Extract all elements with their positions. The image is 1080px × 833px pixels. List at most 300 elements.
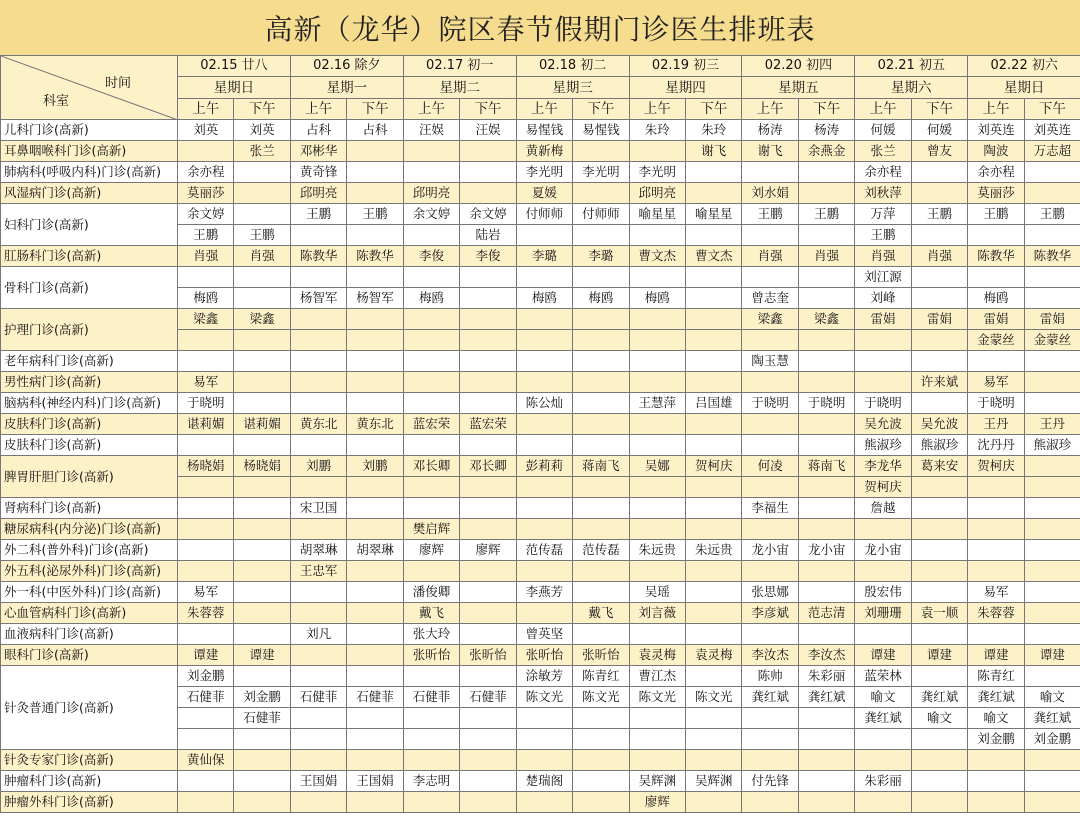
weekday-header-cell: 星期六 — [855, 77, 968, 99]
doctor-cell: 何媛 — [855, 120, 911, 141]
doctor-cell — [290, 792, 346, 813]
doctor-cell — [1024, 456, 1080, 477]
doctor-cell: 曾友 — [911, 141, 967, 162]
doctor-cell: 刘英 — [234, 120, 290, 141]
doctor-cell — [516, 729, 572, 750]
doctor-cell — [403, 393, 459, 414]
doctor-cell — [742, 372, 798, 393]
doctor-cell — [686, 309, 742, 330]
doctor-cell — [855, 561, 911, 582]
doctor-cell: 朱蓉蓉 — [968, 603, 1024, 624]
doctor-cell: 杨晓娟 — [234, 456, 290, 477]
doctor-cell — [516, 477, 572, 498]
doctor-cell — [573, 561, 629, 582]
doctor-cell — [234, 393, 290, 414]
doctor-cell — [178, 540, 234, 561]
doctor-cell: 易军 — [178, 372, 234, 393]
doctor-cell: 王丹 — [1024, 414, 1080, 435]
pm-header-cell: 下午 — [573, 99, 629, 120]
doctor-cell — [573, 225, 629, 246]
doctor-cell — [516, 351, 572, 372]
doctor-cell — [1024, 498, 1080, 519]
doctor-cell — [347, 708, 403, 729]
doctor-cell — [234, 288, 290, 309]
doctor-cell — [403, 267, 459, 288]
pm-header-cell: 下午 — [911, 99, 967, 120]
doctor-cell: 付师师 — [516, 204, 572, 225]
doctor-cell: 喻文 — [1024, 687, 1080, 708]
doctor-cell — [629, 372, 685, 393]
table-row — [1, 267, 1080, 288]
doctor-cell: 陈帅 — [742, 666, 798, 687]
doctor-cell — [516, 519, 572, 540]
doctor-cell — [234, 435, 290, 456]
doctor-cell — [1024, 183, 1080, 204]
doctor-cell — [347, 183, 403, 204]
doctor-cell — [347, 477, 403, 498]
doctor-cell — [686, 414, 742, 435]
doctor-cell — [573, 729, 629, 750]
doctor-cell: 谢飞 — [686, 141, 742, 162]
date-header-cell: 02.22 初六 — [968, 56, 1080, 77]
doctor-cell — [686, 225, 742, 246]
doctor-cell — [686, 498, 742, 519]
doctor-cell: 吴辉渊 — [629, 771, 685, 792]
doctor-cell — [686, 624, 742, 645]
doctor-cell: 朱远贵 — [686, 540, 742, 561]
doctor-cell: 喻文 — [968, 708, 1024, 729]
doctor-cell — [573, 330, 629, 351]
doctor-cell — [911, 225, 967, 246]
doctor-cell — [573, 519, 629, 540]
pm-header-cell: 下午 — [460, 99, 516, 120]
doctor-cell — [403, 330, 459, 351]
doctor-cell — [290, 435, 346, 456]
table-row — [1, 120, 1080, 141]
doctor-cell: 陈公灿 — [516, 393, 572, 414]
doctor-cell — [347, 645, 403, 666]
doctor-cell — [911, 666, 967, 687]
doctor-cell: 陈青红 — [968, 666, 1024, 687]
doctor-cell: 龚红斌 — [1024, 708, 1080, 729]
doctor-cell: 于晓明 — [855, 393, 911, 414]
doctor-cell — [629, 141, 685, 162]
table-row — [1, 204, 1080, 225]
doctor-cell: 莫丽莎 — [178, 183, 234, 204]
doctor-cell — [403, 477, 459, 498]
doctor-cell: 詹越 — [855, 498, 911, 519]
doctor-cell: 龚红斌 — [798, 687, 854, 708]
doctor-cell: 李璐 — [573, 246, 629, 267]
doctor-cell: 蓝宏荣 — [403, 414, 459, 435]
weekday-header-cell: 星期一 — [290, 77, 403, 99]
doctor-cell: 廖辉 — [403, 540, 459, 561]
doctor-cell: 何凌 — [742, 456, 798, 477]
doctor-cell: 李志明 — [403, 771, 459, 792]
doctor-cell — [460, 603, 516, 624]
doctor-cell — [686, 267, 742, 288]
doctor-cell — [234, 771, 290, 792]
doctor-cell — [911, 393, 967, 414]
doctor-cell: 刘英连 — [968, 120, 1024, 141]
doctor-cell: 龙小宙 — [855, 540, 911, 561]
doctor-cell: 易惺钱 — [573, 120, 629, 141]
doctor-cell: 朱远贵 — [629, 540, 685, 561]
table-row — [1, 183, 1080, 204]
doctor-cell: 陈青红 — [573, 666, 629, 687]
doctor-cell: 谭建 — [234, 645, 290, 666]
doctor-cell — [686, 372, 742, 393]
doctor-cell: 邓长卿 — [460, 456, 516, 477]
doctor-cell — [686, 183, 742, 204]
doctor-cell: 万萍 — [855, 204, 911, 225]
doctor-cell — [234, 792, 290, 813]
doctor-cell: 梅鸥 — [968, 288, 1024, 309]
doctor-cell — [573, 414, 629, 435]
doctor-cell — [234, 603, 290, 624]
doctor-cell — [968, 267, 1024, 288]
doctor-cell — [178, 351, 234, 372]
doctor-cell — [234, 729, 290, 750]
doctor-cell — [629, 624, 685, 645]
doctor-cell — [573, 498, 629, 519]
doctor-cell — [1024, 372, 1080, 393]
doctor-cell — [798, 162, 854, 183]
am-header-cell: 上午 — [516, 99, 572, 120]
table-row — [1, 540, 1080, 561]
doctor-cell: 肖强 — [798, 246, 854, 267]
table-row — [1, 246, 1080, 267]
table-row — [1, 309, 1080, 330]
doctor-cell: 邓彬华 — [290, 141, 346, 162]
doctor-cell: 余亦程 — [968, 162, 1024, 183]
doctor-cell — [290, 351, 346, 372]
doctor-cell: 龚红斌 — [742, 687, 798, 708]
doctor-cell: 龙小宙 — [798, 540, 854, 561]
department-name-cell: 外五科(泌尿外科)门诊(高新) — [1, 561, 178, 582]
doctor-cell — [460, 393, 516, 414]
doctor-cell — [573, 393, 629, 414]
doctor-cell: 刘峰 — [855, 288, 911, 309]
doctor-cell — [290, 666, 346, 687]
doctor-cell — [347, 330, 403, 351]
weekday-header-cell: 星期日 — [178, 77, 291, 99]
doctor-cell — [686, 330, 742, 351]
doctor-cell — [798, 225, 854, 246]
doctor-cell: 李俊 — [460, 246, 516, 267]
doctor-cell — [742, 519, 798, 540]
doctor-cell — [686, 582, 742, 603]
doctor-cell: 谢飞 — [742, 141, 798, 162]
pm-header-cell: 下午 — [234, 99, 290, 120]
doctor-cell: 肖强 — [234, 246, 290, 267]
doctor-cell — [798, 498, 854, 519]
doctor-cell: 朱彩丽 — [855, 771, 911, 792]
doctor-cell: 龚红斌 — [855, 708, 911, 729]
corner-header-cell — [1, 56, 178, 120]
doctor-cell — [234, 351, 290, 372]
doctor-cell — [911, 330, 967, 351]
doctor-cell — [460, 498, 516, 519]
doctor-cell — [1024, 540, 1080, 561]
doctor-cell — [911, 183, 967, 204]
doctor-cell: 李光明 — [573, 162, 629, 183]
doctor-cell: 刘金鹏 — [178, 666, 234, 687]
doctor-cell: 余亦程 — [855, 162, 911, 183]
date-header-cell: 02.19 初三 — [629, 56, 742, 77]
schedule-header — [1, 56, 1080, 120]
doctor-cell — [573, 771, 629, 792]
pm-header-cell: 下午 — [347, 99, 403, 120]
doctor-cell: 袁灵梅 — [686, 645, 742, 666]
doctor-cell — [516, 435, 572, 456]
date-header-cell: 02.17 初一 — [403, 56, 516, 77]
doctor-cell — [798, 330, 854, 351]
doctor-cell — [742, 729, 798, 750]
doctor-cell — [968, 498, 1024, 519]
doctor-cell — [403, 792, 459, 813]
doctor-cell: 杨涛 — [798, 120, 854, 141]
doctor-cell — [178, 624, 234, 645]
doctor-cell — [234, 582, 290, 603]
doctor-cell — [629, 477, 685, 498]
doctor-cell — [290, 582, 346, 603]
department-name-cell: 儿科门诊(高新) — [1, 120, 178, 141]
doctor-cell — [742, 435, 798, 456]
doctor-cell: 楚瑞阁 — [516, 771, 572, 792]
doctor-cell — [1024, 477, 1080, 498]
doctor-cell — [516, 309, 572, 330]
doctor-cell — [742, 225, 798, 246]
doctor-cell — [460, 666, 516, 687]
doctor-cell — [629, 561, 685, 582]
doctor-cell: 廖辉 — [629, 792, 685, 813]
doctor-cell — [1024, 351, 1080, 372]
doctor-cell — [686, 792, 742, 813]
doctor-cell: 石健菲 — [178, 687, 234, 708]
pm-header-cell: 下午 — [686, 99, 742, 120]
doctor-cell: 雷娟 — [911, 309, 967, 330]
department-name-cell: 外二科(普外科)门诊(高新) — [1, 540, 178, 561]
doctor-cell — [290, 267, 346, 288]
doctor-cell: 王鹏 — [798, 204, 854, 225]
doctor-cell: 金蒙丝 — [968, 330, 1024, 351]
doctor-cell: 范传磊 — [573, 540, 629, 561]
doctor-cell: 贺柯庆 — [968, 456, 1024, 477]
table-row — [1, 519, 1080, 540]
doctor-cell — [573, 351, 629, 372]
doctor-cell: 李汝杰 — [798, 645, 854, 666]
corner-time-label: 时间 — [104, 76, 131, 91]
doctor-cell — [629, 750, 685, 771]
doctor-cell: 雷娟 — [855, 309, 911, 330]
doctor-cell: 王国娟 — [347, 771, 403, 792]
doctor-cell — [686, 477, 742, 498]
date-header-cell: 02.15 廿八 — [178, 56, 291, 77]
doctor-cell: 刘珊珊 — [855, 603, 911, 624]
doctor-cell: 曹文杰 — [629, 246, 685, 267]
doctor-cell — [516, 225, 572, 246]
doctor-cell — [178, 561, 234, 582]
doctor-cell — [234, 624, 290, 645]
doctor-cell — [855, 351, 911, 372]
doctor-cell — [516, 267, 572, 288]
doctor-cell — [629, 351, 685, 372]
doctor-cell — [629, 330, 685, 351]
doctor-cell: 张昕怡 — [403, 645, 459, 666]
doctor-cell — [968, 750, 1024, 771]
date-row — [1, 56, 1080, 77]
doctor-cell — [234, 162, 290, 183]
doctor-cell: 蒋南飞 — [573, 456, 629, 477]
doctor-cell — [798, 372, 854, 393]
doctor-cell: 张昕怡 — [460, 645, 516, 666]
doctor-cell — [686, 666, 742, 687]
doctor-cell — [347, 393, 403, 414]
doctor-cell — [290, 603, 346, 624]
doctor-cell: 刘金鹏 — [968, 729, 1024, 750]
doctor-cell: 黄奇锋 — [290, 162, 346, 183]
doctor-cell: 范志清 — [798, 603, 854, 624]
doctor-cell — [1024, 771, 1080, 792]
doctor-cell: 彭莉莉 — [516, 456, 572, 477]
doctor-cell — [911, 498, 967, 519]
table-row — [1, 750, 1080, 771]
doctor-cell: 殷宏伟 — [855, 582, 911, 603]
doctor-cell: 曾志奎 — [742, 288, 798, 309]
doctor-cell — [178, 267, 234, 288]
doctor-cell: 陈文光 — [516, 687, 572, 708]
doctor-cell — [403, 141, 459, 162]
doctor-cell — [1024, 288, 1080, 309]
table-row — [1, 666, 1080, 687]
doctor-cell — [347, 519, 403, 540]
doctor-cell — [686, 750, 742, 771]
doctor-cell — [178, 498, 234, 519]
doctor-cell — [460, 708, 516, 729]
am-header-cell: 上午 — [968, 99, 1024, 120]
doctor-cell: 占科 — [347, 120, 403, 141]
doctor-cell — [629, 267, 685, 288]
doctor-cell — [798, 435, 854, 456]
department-name-cell: 皮肤科门诊(高新) — [1, 435, 178, 456]
doctor-cell — [347, 162, 403, 183]
doctor-cell: 吴娜 — [629, 456, 685, 477]
doctor-cell — [968, 351, 1024, 372]
doctor-cell — [968, 561, 1024, 582]
doctor-cell — [460, 162, 516, 183]
doctor-cell — [911, 750, 967, 771]
department-name-cell: 血液病科门诊(高新) — [1, 624, 178, 645]
doctor-cell — [573, 141, 629, 162]
doctor-cell: 喻星星 — [629, 204, 685, 225]
doctor-cell — [911, 624, 967, 645]
doctor-cell — [798, 477, 854, 498]
doctor-cell: 梁鑫 — [178, 309, 234, 330]
doctor-cell: 许来斌 — [911, 372, 967, 393]
doctor-cell — [516, 372, 572, 393]
doctor-cell — [855, 729, 911, 750]
doctor-cell — [403, 351, 459, 372]
doctor-cell — [460, 288, 516, 309]
doctor-cell — [347, 309, 403, 330]
doctor-cell: 万志超 — [1024, 141, 1080, 162]
doctor-cell — [686, 729, 742, 750]
doctor-cell: 张昕怡 — [573, 645, 629, 666]
doctor-cell — [686, 351, 742, 372]
department-name-cell: 耳鼻咽喉科门诊(高新) — [1, 141, 178, 162]
doctor-cell: 刘金鹏 — [234, 687, 290, 708]
doctor-cell: 贺柯庆 — [686, 456, 742, 477]
doctor-cell: 王鹏 — [178, 225, 234, 246]
doctor-cell: 于晓明 — [798, 393, 854, 414]
doctor-cell: 戴飞 — [573, 603, 629, 624]
doctor-cell: 谭建 — [178, 645, 234, 666]
doctor-cell — [460, 183, 516, 204]
doctor-cell: 王鹏 — [347, 204, 403, 225]
doctor-cell: 张思娜 — [742, 582, 798, 603]
doctor-cell — [798, 750, 854, 771]
doctor-cell: 黄新梅 — [516, 141, 572, 162]
doctor-cell — [798, 519, 854, 540]
doctor-cell: 梁鑫 — [798, 309, 854, 330]
doctor-cell: 蓝荣林 — [855, 666, 911, 687]
doctor-cell: 朱彩丽 — [798, 666, 854, 687]
doctor-cell — [460, 372, 516, 393]
department-name-cell: 护理门诊(高新) — [1, 309, 178, 351]
doctor-cell — [742, 792, 798, 813]
department-name-cell: 脑病科(神经内科)门诊(高新) — [1, 393, 178, 414]
doctor-cell: 付先锋 — [742, 771, 798, 792]
doctor-cell — [234, 498, 290, 519]
doctor-cell: 朱玲 — [629, 120, 685, 141]
doctor-cell: 梁鑫 — [742, 309, 798, 330]
doctor-cell: 何媛 — [911, 120, 967, 141]
doctor-cell — [742, 750, 798, 771]
doctor-cell: 杨涛 — [742, 120, 798, 141]
doctor-cell — [234, 519, 290, 540]
doctor-cell — [460, 624, 516, 645]
doctor-cell: 曹文杰 — [686, 246, 742, 267]
doctor-cell — [855, 792, 911, 813]
doctor-cell: 谭建 — [855, 645, 911, 666]
doctor-cell: 雷娟 — [1024, 309, 1080, 330]
doctor-cell — [911, 792, 967, 813]
doctor-cell — [742, 708, 798, 729]
doctor-cell: 贺柯庆 — [855, 477, 911, 498]
doctor-cell — [742, 267, 798, 288]
doctor-cell: 龚红斌 — [911, 687, 967, 708]
doctor-cell — [798, 729, 854, 750]
am-header-cell: 上午 — [742, 99, 798, 120]
doctor-cell — [178, 435, 234, 456]
doctor-cell — [968, 540, 1024, 561]
doctor-cell — [798, 708, 854, 729]
doctor-cell: 梅鸥 — [178, 288, 234, 309]
doctor-cell: 谭建 — [911, 645, 967, 666]
doctor-cell — [290, 372, 346, 393]
doctor-cell — [234, 372, 290, 393]
doctor-cell — [573, 267, 629, 288]
doctor-cell: 吴瑶 — [629, 582, 685, 603]
doctor-cell — [403, 372, 459, 393]
doctor-cell: 谌莉媚 — [178, 414, 234, 435]
doctor-cell: 汪娱 — [460, 120, 516, 141]
doctor-cell — [460, 729, 516, 750]
doctor-cell — [290, 309, 346, 330]
doctor-cell — [798, 771, 854, 792]
doctor-cell — [234, 477, 290, 498]
